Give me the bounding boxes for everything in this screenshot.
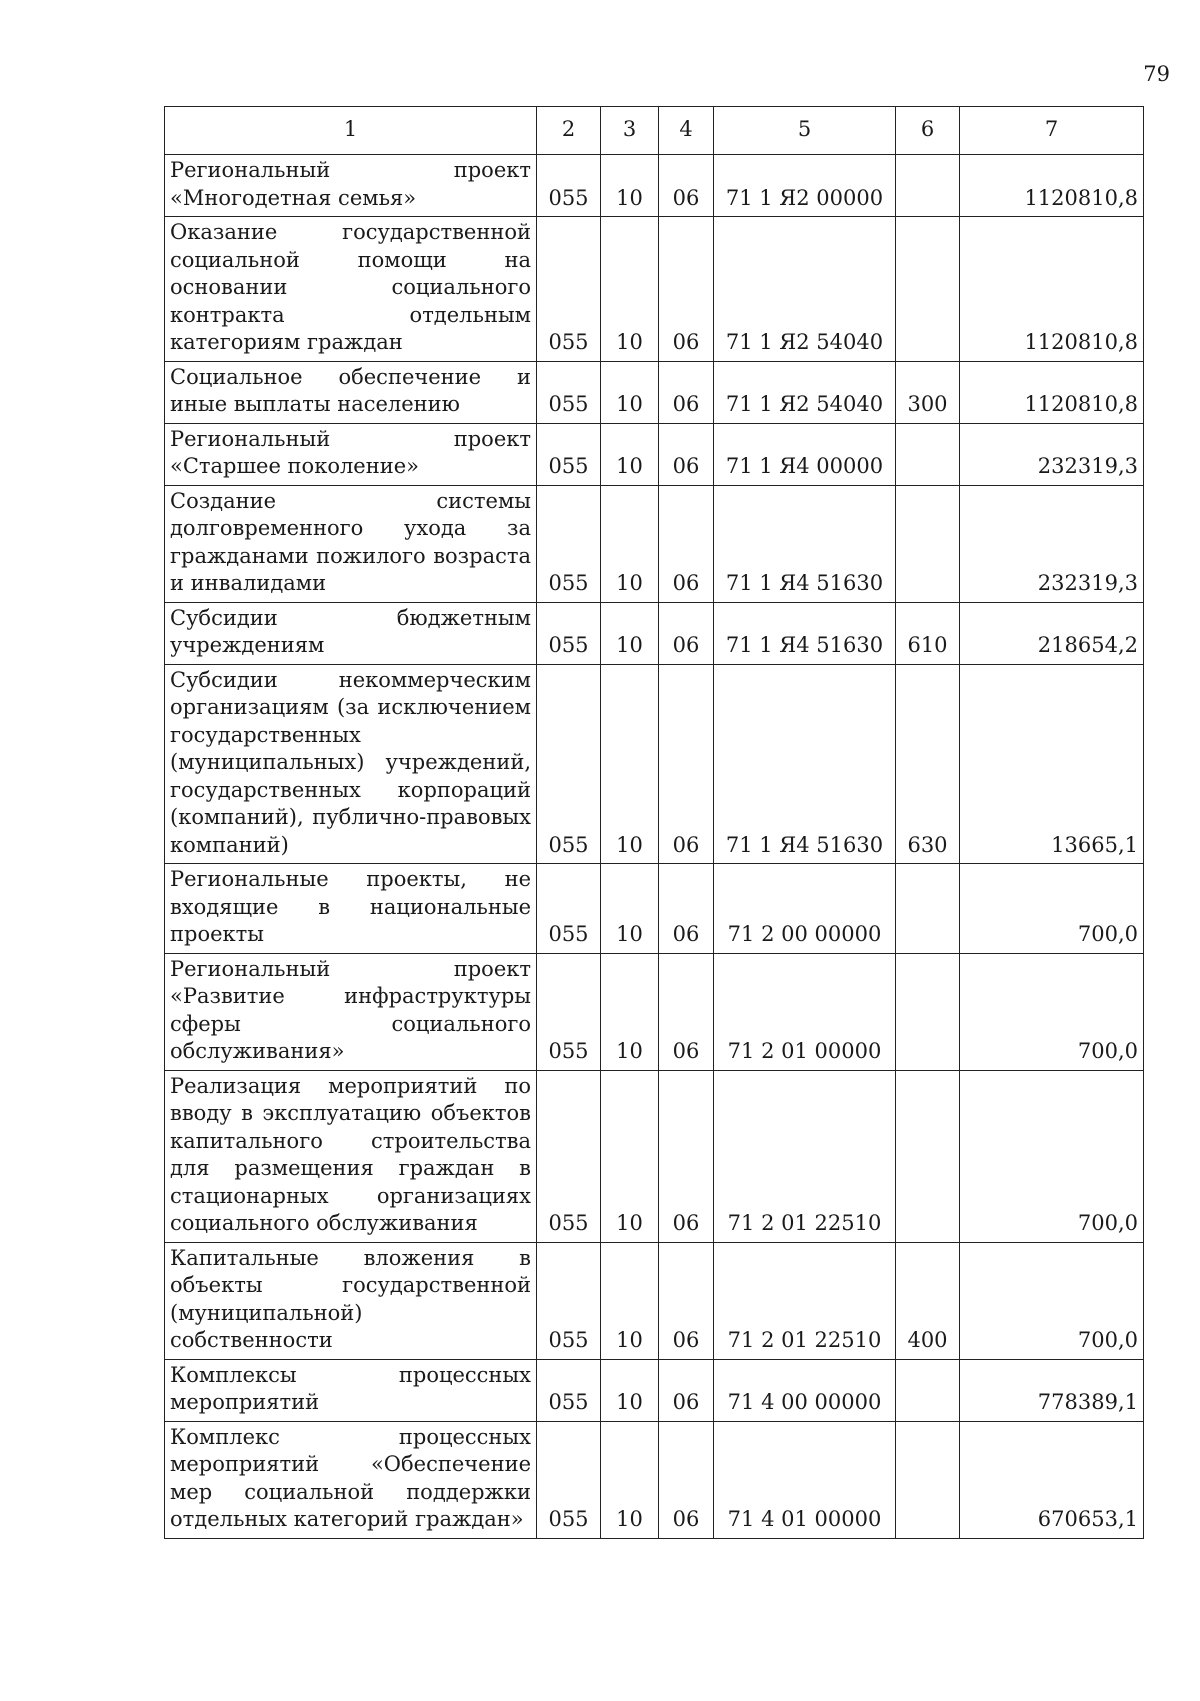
admin-code-cell: 055 (537, 155, 601, 217)
subsection-code-cell: 06 (659, 1242, 714, 1359)
expense-kind-cell (896, 1359, 960, 1421)
table-row (165, 361, 1144, 423)
target-article-cell: 71 2 01 00000 (714, 953, 896, 1070)
subsection-code-cell: 06 (659, 864, 714, 954)
row-name-cell: Капитальные вложения в объекты государственной (муниципальной) собственности (165, 1242, 537, 1359)
table-row (165, 423, 1144, 485)
table-row (165, 664, 1144, 864)
subsection-code-cell: 06 (659, 1359, 714, 1421)
section-code-cell: 10 (601, 1421, 659, 1538)
row-name-cell: Региональные проекты, не входящие в национальные проекты (165, 864, 537, 954)
expense-kind-cell (896, 217, 960, 362)
section-code-cell: 10 (601, 217, 659, 362)
table-row (165, 1070, 1144, 1242)
expense-kind-cell (896, 953, 960, 1070)
subsection-code-cell: 06 (659, 155, 714, 217)
amount-cell: 218654,2 (960, 602, 1144, 664)
table-row (165, 1359, 1144, 1421)
expense-kind-cell: 400 (896, 1242, 960, 1359)
section-code-cell: 10 (601, 1242, 659, 1359)
section-code-cell: 10 (601, 602, 659, 664)
amount-cell: 1120810,8 (960, 217, 1144, 362)
target-article-cell: 71 2 00 00000 (714, 864, 896, 954)
row-name-cell: Оказание государственной социальной помощи на основании социального контракта отдельным категориям граждан (165, 217, 537, 362)
admin-code-cell: 055 (537, 953, 601, 1070)
amount-cell: 670653,1 (960, 1421, 1144, 1538)
target-article-cell: 71 1 Я2 54040 (714, 361, 896, 423)
target-article-cell: 71 1 Я2 00000 (714, 155, 896, 217)
admin-code-cell: 055 (537, 423, 601, 485)
row-name-cell: Комплексы процессных мероприятий (165, 1359, 537, 1421)
column-header: 7 (960, 107, 1144, 155)
subsection-code-cell: 06 (659, 1070, 714, 1242)
amount-cell: 778389,1 (960, 1359, 1144, 1421)
section-code-cell: 10 (601, 953, 659, 1070)
target-article-cell: 71 1 Я4 00000 (714, 423, 896, 485)
table-row (165, 1421, 1144, 1538)
target-article-cell: 71 2 01 22510 (714, 1242, 896, 1359)
column-header: 4 (659, 107, 714, 155)
subsection-code-cell: 06 (659, 1421, 714, 1538)
admin-code-cell: 055 (537, 1359, 601, 1421)
target-article-cell: 71 1 Я4 51630 (714, 664, 896, 864)
table-row (165, 155, 1144, 217)
row-name-cell: Региональный проект «Развитие инфраструктуры сферы социального обслуживания» (165, 953, 537, 1070)
page-number: 79 (1143, 62, 1170, 86)
section-code-cell: 10 (601, 1070, 659, 1242)
table-row (165, 953, 1144, 1070)
header-row (165, 107, 1144, 155)
target-article-cell: 71 4 00 00000 (714, 1359, 896, 1421)
expense-kind-cell (896, 155, 960, 217)
section-code-cell: 10 (601, 864, 659, 954)
table-row (165, 217, 1144, 362)
amount-cell: 700,0 (960, 1242, 1144, 1359)
expense-kind-cell (896, 423, 960, 485)
row-name-cell: Региональный проект «Многодетная семья» (165, 155, 537, 217)
row-name-cell: Социальное обеспечение и иные выплаты населению (165, 361, 537, 423)
subsection-code-cell: 06 (659, 953, 714, 1070)
column-header: 5 (714, 107, 896, 155)
amount-cell: 700,0 (960, 953, 1144, 1070)
amount-cell: 700,0 (960, 1070, 1144, 1242)
section-code-cell: 10 (601, 1359, 659, 1421)
column-header: 2 (537, 107, 601, 155)
expense-kind-cell (896, 1070, 960, 1242)
expense-kind-cell (896, 485, 960, 602)
row-name-cell: Реализация мероприятий по вводу в эксплуатацию объектов капитального строительства для размещения граждан в стационарных организациях социального обслуживания (165, 1070, 537, 1242)
subsection-code-cell: 06 (659, 423, 714, 485)
amount-cell: 700,0 (960, 864, 1144, 954)
admin-code-cell: 055 (537, 1242, 601, 1359)
section-code-cell: 10 (601, 485, 659, 602)
admin-code-cell: 055 (537, 864, 601, 954)
expense-kind-cell (896, 1421, 960, 1538)
table-row (165, 864, 1144, 954)
subsection-code-cell: 06 (659, 602, 714, 664)
column-header: 1 (165, 107, 537, 155)
table-row (165, 485, 1144, 602)
admin-code-cell: 055 (537, 1421, 601, 1538)
admin-code-cell: 055 (537, 485, 601, 602)
subsection-code-cell: 06 (659, 217, 714, 362)
expense-kind-cell: 300 (896, 361, 960, 423)
subsection-code-cell: 06 (659, 485, 714, 602)
row-name-cell: Субсидии некоммерческим организациям (за исключением государственных (муниципальных) учреждений, государственных корпораций (компаний), публично-правовых компаний) (165, 664, 537, 864)
target-article-cell: 71 1 Я2 54040 (714, 217, 896, 362)
amount-cell: 232319,3 (960, 423, 1144, 485)
section-code-cell: 10 (601, 664, 659, 864)
section-code-cell: 10 (601, 155, 659, 217)
amount-cell: 13665,1 (960, 664, 1144, 864)
subsection-code-cell: 06 (659, 664, 714, 864)
admin-code-cell: 055 (537, 602, 601, 664)
target-article-cell: 71 1 Я4 51630 (714, 602, 896, 664)
row-name-cell: Субсидии бюджетным учреждениям (165, 602, 537, 664)
expense-kind-cell: 610 (896, 602, 960, 664)
amount-cell: 232319,3 (960, 485, 1144, 602)
row-name-cell: Комплекс процессных мероприятий «Обеспечение мер социальной поддержки отдельных категорий граждан» (165, 1421, 537, 1538)
target-article-cell: 71 1 Я4 51630 (714, 485, 896, 602)
column-header: 6 (896, 107, 960, 155)
expense-kind-cell: 630 (896, 664, 960, 864)
admin-code-cell: 055 (537, 1070, 601, 1242)
admin-code-cell: 055 (537, 664, 601, 864)
amount-cell: 1120810,8 (960, 361, 1144, 423)
section-code-cell: 10 (601, 361, 659, 423)
admin-code-cell: 055 (537, 361, 601, 423)
expense-kind-cell (896, 864, 960, 954)
budget-table (164, 106, 1144, 1539)
target-article-cell: 71 4 01 00000 (714, 1421, 896, 1538)
section-code-cell: 10 (601, 423, 659, 485)
table-row (165, 602, 1144, 664)
row-name-cell: Региональный проект «Старшее поколение» (165, 423, 537, 485)
subsection-code-cell: 06 (659, 361, 714, 423)
target-article-cell: 71 2 01 22510 (714, 1070, 896, 1242)
table-row (165, 1242, 1144, 1359)
column-header: 3 (601, 107, 659, 155)
amount-cell: 1120810,8 (960, 155, 1144, 217)
admin-code-cell: 055 (537, 217, 601, 362)
row-name-cell: Создание системы долговременного ухода за гражданами пожилого возраста и инвалидами (165, 485, 537, 602)
